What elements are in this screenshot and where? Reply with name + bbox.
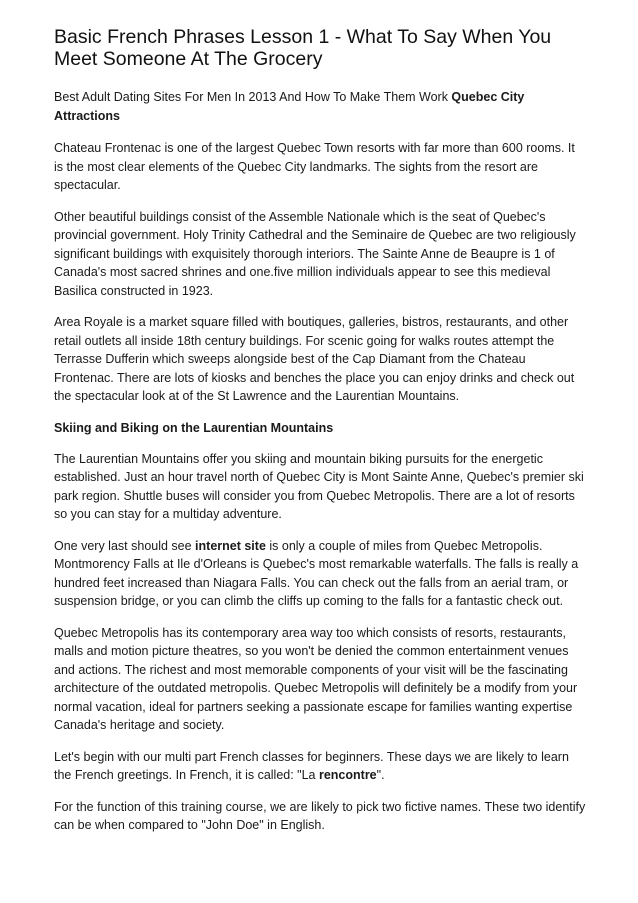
intro-bold-text: Quebec City Attractions (54, 90, 525, 123)
paragraph-buildings: Other beautiful buildings consist of the Assemble Nationale which is the seat of Quebec's provincial government. Holy Trinity Cathedral and the Seminaire de Quebec are two religiously significant buildings with exquisitely thorough interiors. The Sainte Anne de Beaupre is 1 of Canada's most sacred shrines and one.five million individuals appear to see this medieval Basilica constructed in 1923. (54, 209, 576, 298)
p5-text-pre: One very last should see (54, 538, 196, 553)
p7-text-post: ". (376, 768, 385, 782)
p5-text-post: is only a couple of miles from Quebec Metropolis. Montmorency Falls at Ile d'Orleans is Quebec's most remarkable waterfalls. The falls is really a hundred feet increased than Niagara Falls. You can check out the falls from an aerial tram, or suspension bridge, or you can climb the cliffs up coming to the falls for a fantastic check out. (54, 538, 579, 608)
paragraph-metropolis: Quebec Metropolis has its contemporary area way too which consists of resorts, restaurants, malls and motion picture theatres, so you won't be denied the common entertainment venues and actions. The richest and most memorable components of your visit will be the fascinating architecture of the outdated metropolis. Quebec Metropolis will definitely be a modify from your normal vacation, ideal for partners seeking a passionate escape for families wanting expertise Canada's heritage and society. (54, 625, 578, 732)
intro-paragraph (54, 88, 586, 125)
intro-text: Best Adult Dating Sites For Men In 2013 And How To Make Them Work (54, 90, 452, 104)
page-title: Basic French Phrases Lesson 1 - What To Say When You Meet Someone At The Grocery (54, 26, 552, 70)
paragraph-laurentian: The Laurentian Mountains offer you skiing and mountain biking pursuits for the energetic established. Just an hour travel north of Quebec City is Mont Sainte Anne, Quebec's premier ski park region. Shuttle buses will consider you from Quebec Metropolis. There are a lot of resorts so you can stay for a multiday adventure. (54, 451, 584, 521)
paragraph-area-royale: Area Royale is a market square filled with boutiques, galleries, bistros, restaurants, and other retail outlets all inside 18th century buildings. For scenic going for walks routes attempt the Terrasse Dufferin which sweeps alongside best of the Cap Diamant from the Chateau Frontenac. There are lots of kiosks and benches the place you can enjoy drinks and check out the spectacular look at of the St Lawrence and the Laurentian Mountains. (54, 315, 575, 403)
p7-text-pre: Let's begin with our multi part French classes for beginners. These days we are likely to learn the French greetings. In French, it is called: "La (54, 749, 569, 782)
paragraph-montmorency (54, 537, 586, 611)
p7-bold-text: rencontre (318, 768, 377, 782)
paragraph-french-classes (54, 748, 586, 785)
paragraph-chateau: Chateau Frontenac is one of the largest Quebec Town resorts with far more than 600 rooms. It is the most clear elements of the Quebec City landmarks. The sights from the resort are spectacular. (54, 141, 575, 192)
p5-bold-link-text: internet site (195, 538, 266, 553)
document-page (54, 26, 586, 848)
paragraph-fictive-names: For the function of this training course, we are likely to pick two fictive names. These two identify can be when compared to "John Doe" in English. (54, 799, 586, 832)
section-heading: Skiing and Biking on the Laurentian Mountains (54, 420, 334, 435)
